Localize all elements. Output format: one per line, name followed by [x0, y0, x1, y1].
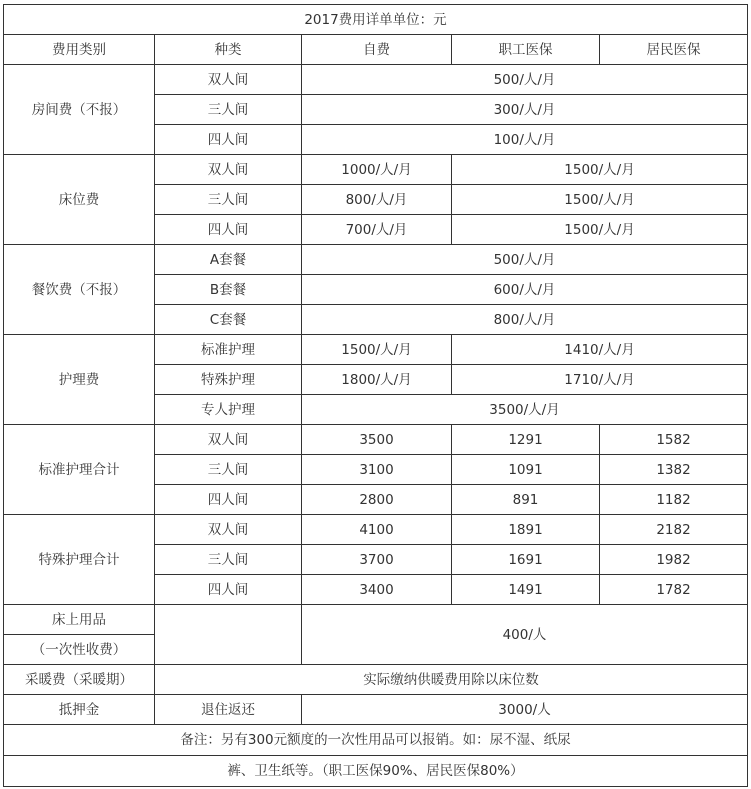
- value-cell: 3500/人/月: [302, 395, 748, 425]
- type-cell: 三人间: [155, 185, 302, 215]
- category-bed: 床位费: [4, 155, 155, 245]
- type-cell: 三人间: [155, 545, 302, 575]
- self-pay-cell: 3700: [302, 545, 452, 575]
- table-row: [4, 155, 748, 185]
- type-cell: 退住返还: [155, 695, 302, 725]
- type-cell: 三人间: [155, 95, 302, 125]
- header-employee-insurance: 职工医保: [452, 35, 600, 65]
- resident-insurance-cell: 1582: [600, 425, 748, 455]
- table-row: [4, 695, 748, 725]
- title-row: [4, 5, 748, 35]
- value-cell: 300/人/月: [302, 95, 748, 125]
- employee-insurance-cell: 1291: [452, 425, 600, 455]
- type-cell: 双人间: [155, 65, 302, 95]
- insured-cell: 1710/人/月: [452, 365, 748, 395]
- header-category: 费用类别: [4, 35, 155, 65]
- category-bedding: 床上用品: [4, 605, 155, 635]
- self-pay-cell: 4100: [302, 515, 452, 545]
- resident-insurance-cell: 1382: [600, 455, 748, 485]
- table-row: [4, 335, 748, 365]
- type-cell: 双人间: [155, 515, 302, 545]
- self-pay-cell: 1800/人/月: [302, 365, 452, 395]
- header-self-pay: 自费: [302, 35, 452, 65]
- category-deposit: 抵押金: [4, 695, 155, 725]
- deposit-value: 3000/人: [302, 695, 748, 725]
- bedding-value: 400/人: [302, 605, 748, 665]
- table-row: [4, 605, 748, 635]
- employee-insurance-cell: 1491: [452, 575, 600, 605]
- value-cell: 800/人/月: [302, 305, 748, 335]
- header-resident-insurance: 居民医保: [600, 35, 748, 65]
- value-cell: 500/人/月: [302, 65, 748, 95]
- note-row: [4, 725, 748, 756]
- table-row: [4, 245, 748, 275]
- table-row: [4, 425, 748, 455]
- type-cell: B套餐: [155, 275, 302, 305]
- note-line-1: 备注：另有300元额度的一次性用品可以报销。如：尿不湿、纸尿: [4, 725, 748, 756]
- self-pay-cell: 700/人/月: [302, 215, 452, 245]
- type-cell: 特殊护理: [155, 365, 302, 395]
- header-row: [4, 35, 748, 65]
- resident-insurance-cell: 1782: [600, 575, 748, 605]
- value-cell: 600/人/月: [302, 275, 748, 305]
- table-row: [4, 515, 748, 545]
- category-special-total: 特殊护理合计: [4, 515, 155, 605]
- type-cell: 四人间: [155, 575, 302, 605]
- value-cell: 500/人/月: [302, 245, 748, 275]
- insured-cell: 1500/人/月: [452, 185, 748, 215]
- type-cell: 专人护理: [155, 395, 302, 425]
- table-row: [4, 665, 748, 695]
- resident-insurance-cell: 1182: [600, 485, 748, 515]
- employee-insurance-cell: 1091: [452, 455, 600, 485]
- heating-value: 实际缴纳供暖费用除以床位数: [155, 665, 748, 695]
- employee-insurance-cell: 891: [452, 485, 600, 515]
- category-bedding-note: （一次性收费）: [4, 635, 155, 665]
- category-room: 房间费（不报）: [4, 65, 155, 155]
- type-cell: 四人间: [155, 485, 302, 515]
- resident-insurance-cell: 2182: [600, 515, 748, 545]
- header-type: 种类: [155, 35, 302, 65]
- insured-cell: 1500/人/月: [452, 215, 748, 245]
- self-pay-cell: 1000/人/月: [302, 155, 452, 185]
- insured-cell: 1410/人/月: [452, 335, 748, 365]
- self-pay-cell: 3500: [302, 425, 452, 455]
- type-cell: 双人间: [155, 425, 302, 455]
- note-row: [4, 756, 748, 787]
- table-title: 2017费用详单单位：元: [4, 5, 748, 35]
- self-pay-cell: 800/人/月: [302, 185, 452, 215]
- type-cell: 标准护理: [155, 335, 302, 365]
- type-cell: 四人间: [155, 125, 302, 155]
- self-pay-cell: 2800: [302, 485, 452, 515]
- category-heating: 采暖费（采暖期）: [4, 665, 155, 695]
- table-row: [4, 65, 748, 95]
- self-pay-cell: 3100: [302, 455, 452, 485]
- note-line-2: 裤、卫生纸等。（职工医保90%、居民医保80%）: [4, 756, 748, 787]
- fee-table: [3, 4, 748, 787]
- category-nursing: 护理费: [4, 335, 155, 425]
- self-pay-cell: 3400: [302, 575, 452, 605]
- insured-cell: 1500/人/月: [452, 155, 748, 185]
- employee-insurance-cell: 1891: [452, 515, 600, 545]
- type-cell: 三人间: [155, 455, 302, 485]
- type-cell: 双人间: [155, 155, 302, 185]
- category-standard-total: 标准护理合计: [4, 425, 155, 515]
- type-cell-empty: [155, 605, 302, 665]
- type-cell: C套餐: [155, 305, 302, 335]
- resident-insurance-cell: 1982: [600, 545, 748, 575]
- self-pay-cell: 1500/人/月: [302, 335, 452, 365]
- employee-insurance-cell: 1691: [452, 545, 600, 575]
- value-cell: 100/人/月: [302, 125, 748, 155]
- category-meal: 餐饮费（不报）: [4, 245, 155, 335]
- type-cell: A套餐: [155, 245, 302, 275]
- type-cell: 四人间: [155, 215, 302, 245]
